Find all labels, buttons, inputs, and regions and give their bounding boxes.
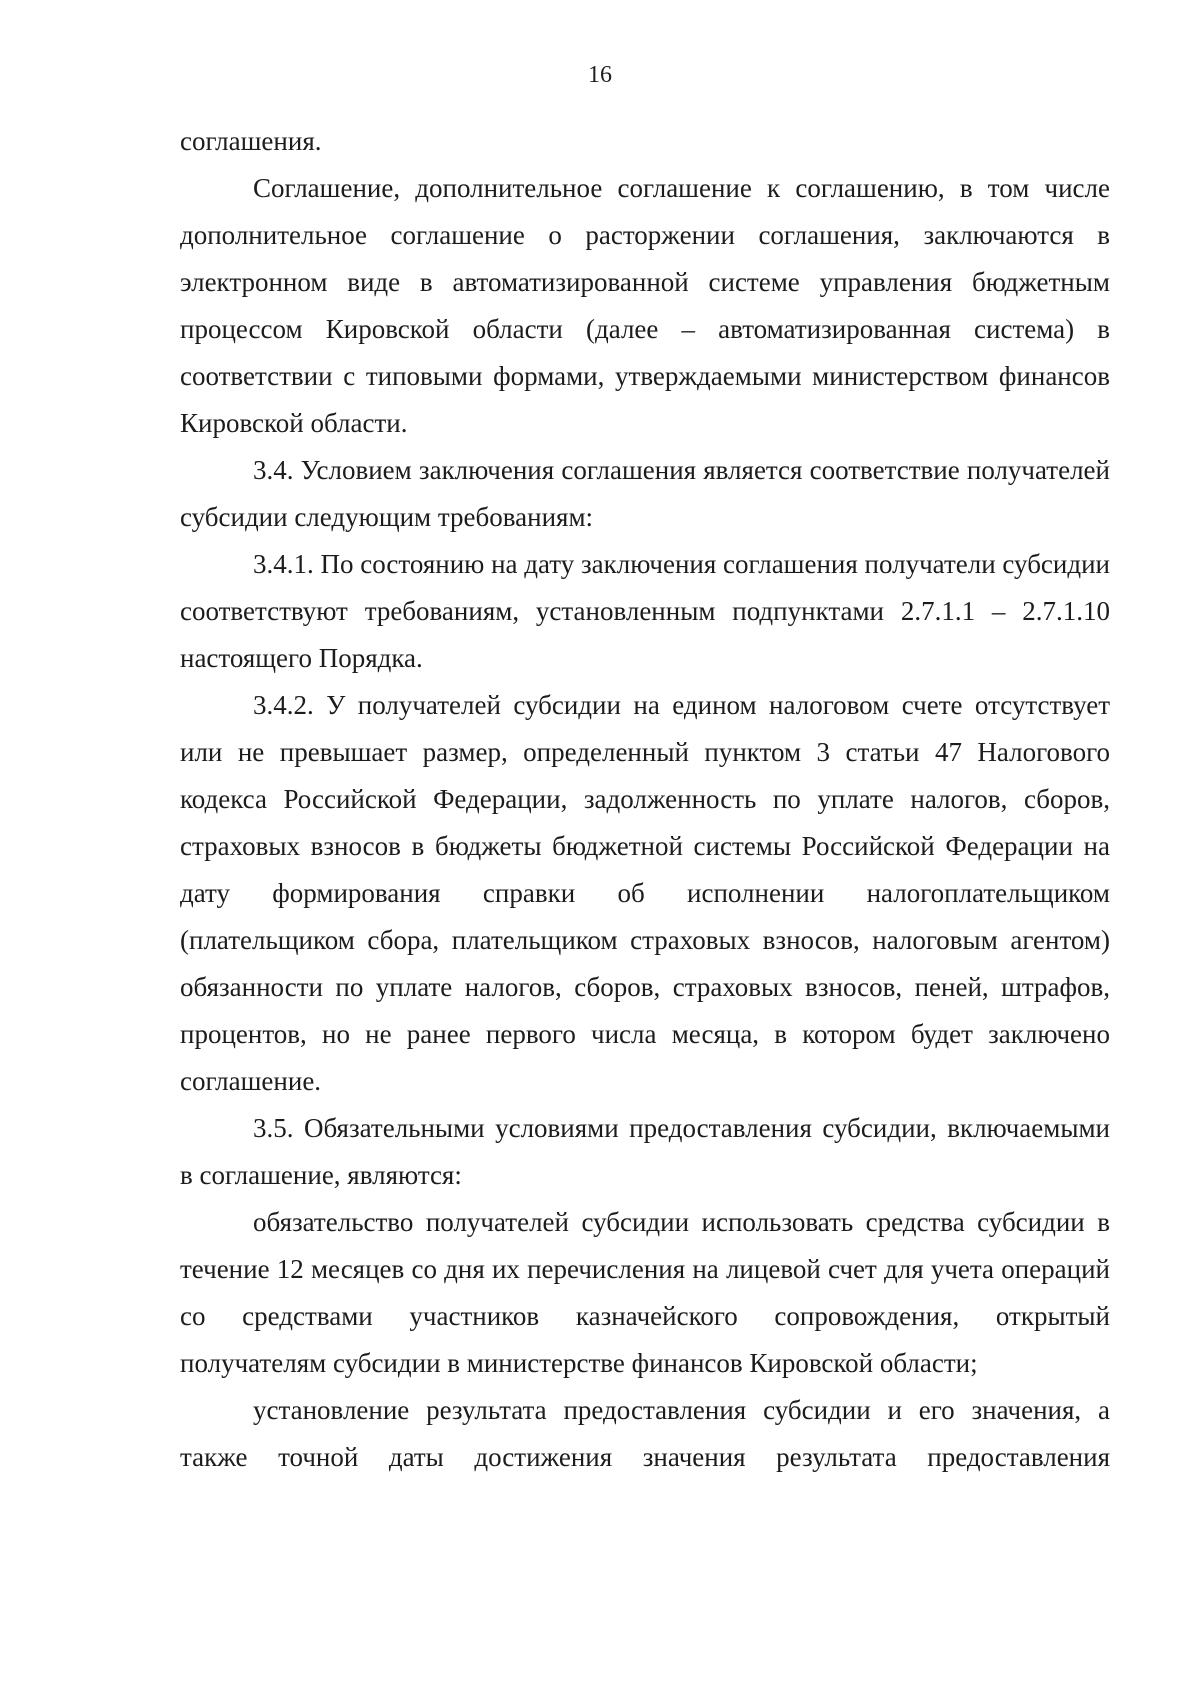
paragraph-3-4-1: 3.4.1. По состоянию на дату заключения соглашения получатели субсидии соответствуют требованиям, установленным подпунктами 2.7.1.1 – 2.7.1.10 настоящего Порядка. — [180, 549, 1110, 673]
page-number: 16 — [588, 62, 612, 88]
paragraph-3-4-2: 3.4.2. У получателей субсидии на едином налоговом счете отсутствует или не превышает размер, определенный пунктом 3 статьи 47 Налогового кодекса Российской Федерации, задолженность по уплате налогов, сборов, страховых взносов в бюджеты бюджетной системы Российской Федерации на дату формирования справки об исполнении налогоплательщиком (плательщиком сбора, плательщиком страховых взносов, налоговым агентом) обязанности по уплате налогов, сборов, страховых взносов, пеней, штрафов, процентов, но не ранее первого числа месяца, в котором будет заключено соглашение. — [180, 690, 1110, 1096]
paragraph-agreement-form: Соглашение, дополнительное соглашение к соглашению, в том числе дополнительное соглашение о расторжении соглашения, заключаются в электронном виде в автоматизированной системе управления бюджетным процессом Кировской области (далее – автоматизированная система) в соответствии с типовыми формами, утверждаемыми министерством финансов Кировской области. — [180, 173, 1110, 438]
paragraph-obligation: обязательство получателей субсидии использовать средства субсидии в течение 12 месяцев со дня их перечисления на лицевой счет для учета операций со средствами участников казначейского сопровождения, открытый получателям субсидии в министерстве финансов Кировской области; — [180, 1207, 1110, 1378]
paragraph-3-5: 3.5. Обязательными условиями предоставления субсидии, включаемыми в соглашение, являются: — [180, 1113, 1110, 1190]
paragraph-result: установление результата предоставления субсидии и его значения, а также точной даты достижения значения результата предоставления — [180, 1395, 1110, 1472]
paragraph-continuation: соглашения. — [180, 126, 322, 156]
paragraph-3-4: 3.4. Условием заключения соглашения является соответствие получателей субсидии следующим требованиям: — [180, 455, 1110, 532]
document-body — [180, 118, 1110, 1481]
